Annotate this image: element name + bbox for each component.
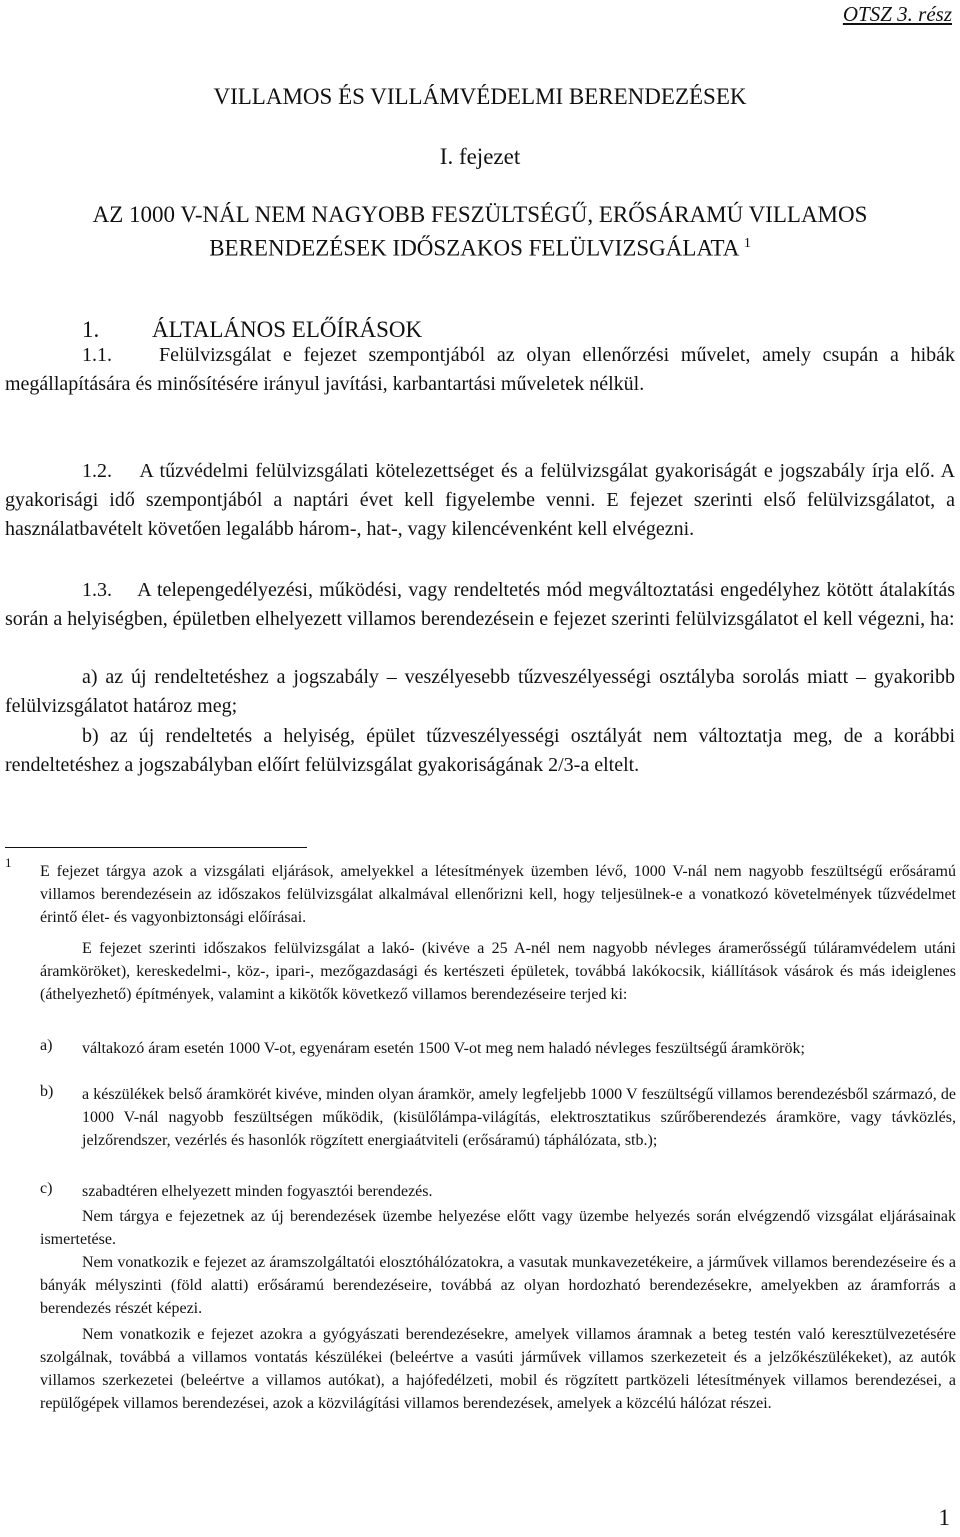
paragraph-1-1 [5, 341, 955, 399]
page-number: 1 [938, 1505, 950, 1530]
main-title: VILLAMOS ÉS VILLÁMVÉDELMI BERENDEZÉSEK [213, 84, 747, 109]
footnote-list-item-c: szabadtéren elhelyezett minden fogyasztói berendezés. [82, 1183, 433, 1200]
document-reference: OTSZ 3. rész [842, 2, 952, 26]
footnote-paragraph-1: E fejezet tárgya azok a vizsgálati eljárások, amelyekkel a létesítmények üzemben lévő, 1000 V-nál nem nagyobb feszültségű erősáramú villamos berendezésein az időszakos felülvizsgálat alkalmával ellenőrizni kell, hogy teljesülnek-e a vonatkozó követelmények tűzvédelmet érintő élet- és vagyonbiztonsági előírásai. [40, 863, 956, 926]
chapter-heading: I. fejezet [439, 144, 521, 169]
footnote-paragraph-5: Nem vonatkozik e fejezet azokra a gyógyászati berendezésekre, amelyek villamos áramnak a beteg testén való keresztülvezetésére szolgálnak, továbbá a villamos vontatás készülékei (beleértve a vasúti járművek villamos szerkezeteit és a jelzőkészülékeket), az autók villamos szerkezetei (beleértve a villamos autókat), a hajófedélzeti, mobil és rögzített partközeli létesítmények villamos berendezései, a repülőgépek villamos berendezései, azok a közvilágítási villamos berendezések, amelyek a közcélú hálózat részei. [40, 1326, 956, 1412]
footnote-paragraph-3: Nem tárgya e fejezetnek az új berendezések üzembe helyezése előtt vagy üzembe helyezés során elvégzendő vizsgálat eljárásainak ismertetése. [40, 1208, 956, 1248]
footnote-list-letter-c: c) [40, 1180, 53, 1197]
footnote-mark: 1 [5, 855, 12, 870]
paragraph-1-3-item-b: b) az új rendeltetés a helyiség, épület tűzveszélyességi osztályát nem változtatja meg, de a korábbi rendeltetéshez a jogszabályban előírt felülvizsgálat gyakoriságának 2/3-a eltelt. [5, 725, 955, 776]
footnote-separator [5, 847, 307, 848]
paragraph-1-2-number: 1.2. [82, 460, 112, 482]
footnote-paragraph-4: Nem vonatkozik e fejezet az áramszolgáltatói elosztóhálózatokra, a vasutak munkavezetékeire, a járművek villamos berendezéseire és a bányák mélyszinti (föld alatti) erősáramú berendezéseire, továbbá az olyan hordozható berendezésekre, amelyekben az áramforrás a berendezés részét képezi. [40, 1254, 956, 1317]
paragraph-1-1-text: Felülvizsgálat e fejezet szempontjából az olyan ellenőrzési művelet, amely csupán a hibák megállapítására és minősítésére irányul javítási, karbantartási műveletek nélkül. [5, 344, 955, 395]
footnote-paragraph-2: E fejezet szerinti időszakos felülvizsgálat a lakó- (kivéve a 25 A-nél nem nagyobb névleges áramerősségű túláramvédelem utáni áramköröket), kereskedelmi-, köz-, ipari-, mezőgazdasági és kertészeti épületek, továbbá lakókocsik, kiállítások vásárok és más ideiglenes (áthelyezhető) építmények, valamint a kikötők következő villamos berendezéseire terjed ki: [40, 940, 956, 1003]
paragraph-1-3-number: 1.3. [82, 579, 112, 601]
footnote-list-item-b: a készülékek belső áramkörét kivéve, minden olyan áramkör, amely legfeljebb 1000 V feszültségű villamos berendezésből származó, de 1000 V-nál nagyobb feszültségen működik, (kisülőlámpa-világítás, elektrosztatikus szűrőberendezés áramköre, vagy távközlés, jelzőrendszer, vezérlés és hasonlók rögzített energiaátviteli (erősáramú) táphálózata, stb.); [82, 1086, 956, 1149]
footnote-list-letter-b: b) [40, 1083, 54, 1100]
paragraph-1-3 [5, 576, 955, 634]
paragraph-1-2 [5, 457, 955, 544]
footnote-reference: 1 [743, 236, 751, 251]
footnote-list-letter-a: a) [40, 1037, 53, 1054]
chapter-subtitle [0, 200, 960, 263]
subtitle-line-2-text: BERENDEZÉSEK IDŐSZAKOS FELÜLVIZSGÁLATA [209, 235, 739, 261]
subtitle-line-1: AZ 1000 V-NÁL NEM NAGYOBB FESZÜLTSÉGŰ, ERŐSÁRAMÚ VILLAMOS [92, 202, 868, 227]
section-number: 1. [82, 317, 100, 342]
section-title: ÁLTALÁNOS ELŐÍRÁSOK [152, 317, 423, 342]
paragraph-1-1-number: 1.1. [82, 344, 112, 366]
footnote-list-item-a: váltakozó áram esetén 1000 V-ot, egyenáram esetén 1500 V-ot meg nem haladó névleges feszültségű áramkörök; [82, 1040, 805, 1057]
paragraph-1-3-text: A telepengedélyezési, működési, vagy rendeltetés mód megváltoztatási engedélyhez kötött átalakítás során a helyiségben, épületben elhelyezett villamos berendezésein e fejezet szerinti felülvizsgálatot el kell végezni, ha: [5, 579, 955, 630]
subtitle-line-2 [0, 229, 960, 263]
paragraph-1-2-text: A tűzvédelmi felülvizsgálati kötelezettséget és a felülvizsgálat gyakoriságát e jogszabály írja elő. A gyakorisági idő szempontjából a naptári évet kell figyelembe venni. E fejezet szerinti első felülvizsgálatot, a használatbavételt követően legalább három-, hat-, vagy kilencévenként kell elvégezni. [5, 460, 956, 540]
paragraph-1-3-item-a: a) az új rendeltetéshez a jogszabály – veszélyesebb tűzveszélyességi osztályba sorolás miatt – gyakoribb felülvizsgálatot határoz meg; [5, 666, 955, 717]
